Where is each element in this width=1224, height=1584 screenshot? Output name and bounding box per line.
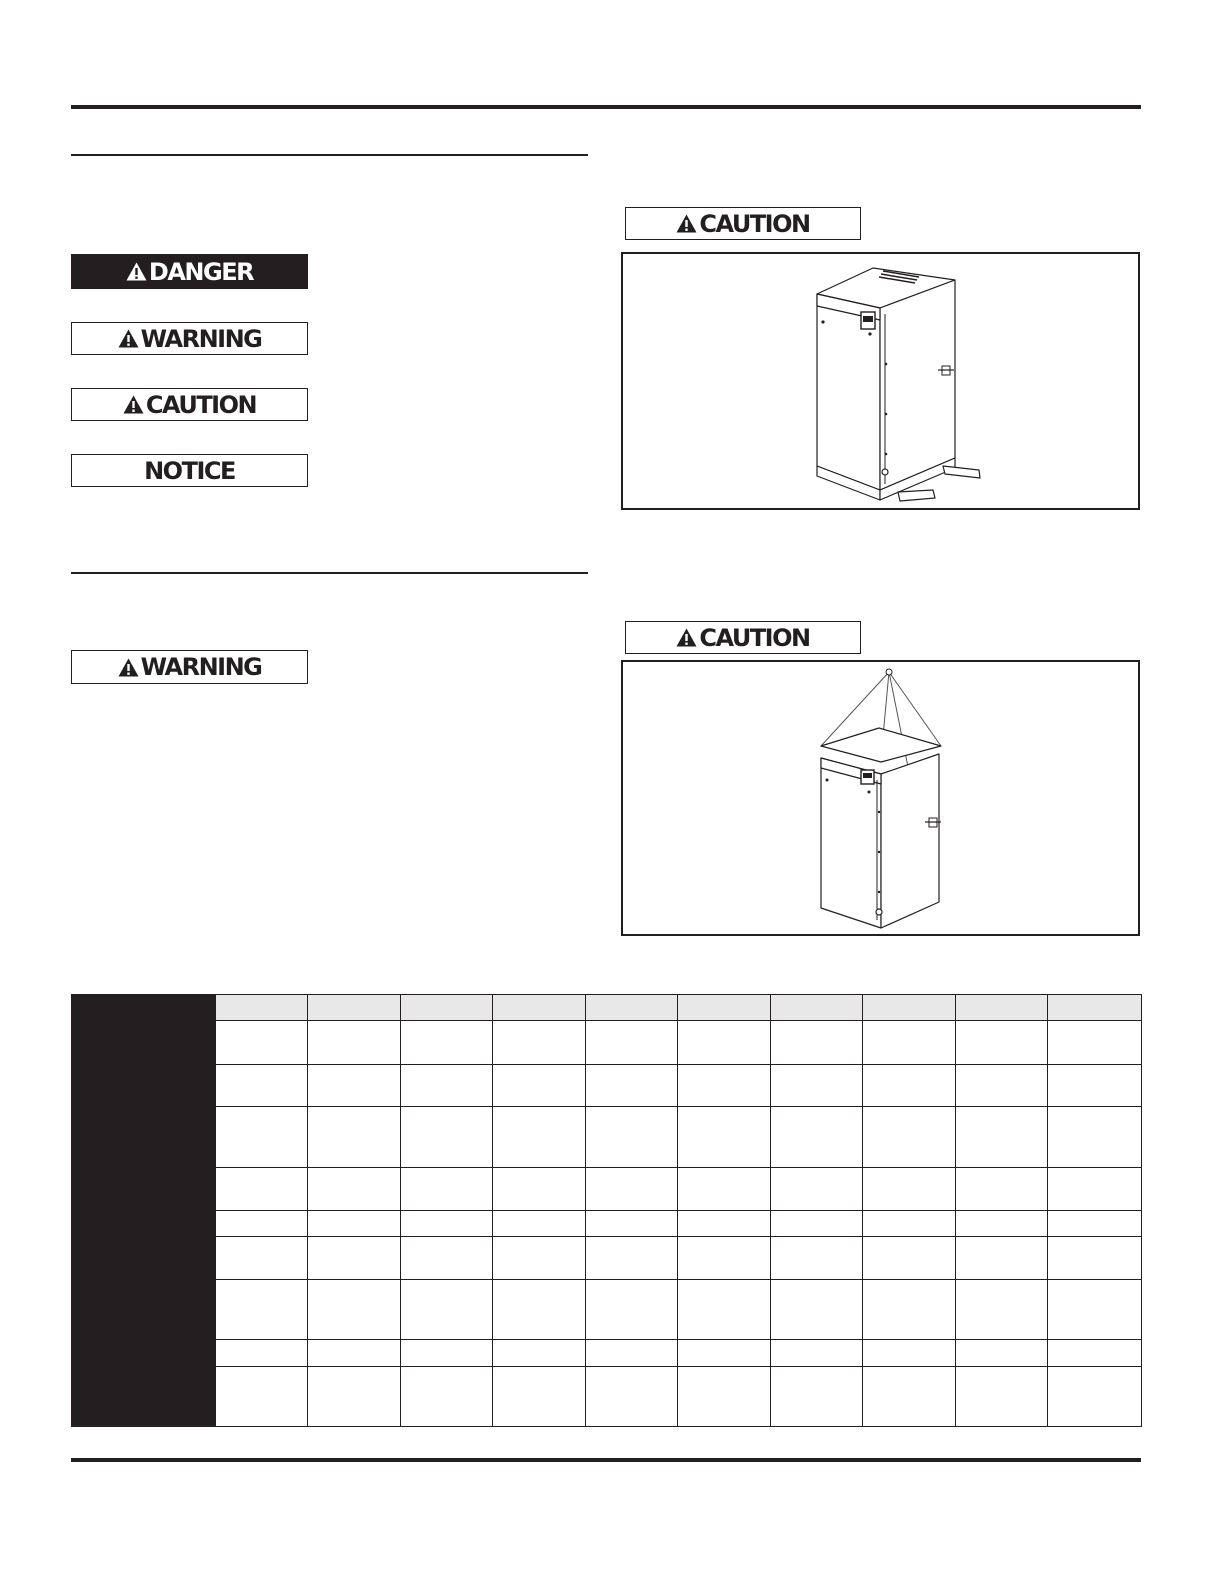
table-cell [493, 1237, 586, 1280]
table-cell [216, 1280, 308, 1340]
table-cell [1048, 1237, 1142, 1280]
table-cell [1048, 1340, 1142, 1367]
warning-triangle-icon [126, 262, 147, 281]
table-cell [493, 1340, 586, 1367]
danger-label: DANGER [148, 257, 254, 286]
table-cell [863, 1340, 956, 1367]
table-cell [401, 1367, 493, 1427]
caution-signal-panel-lifting [625, 621, 861, 654]
table-cell [771, 1107, 863, 1168]
caution-label: CAUTION [699, 623, 810, 652]
table-cell [308, 1107, 401, 1168]
table-cell [1048, 1168, 1142, 1211]
table-cell [863, 1280, 956, 1340]
table-cell [956, 1065, 1048, 1107]
spec-table-side-header [71, 994, 215, 1427]
spec-table [215, 994, 1142, 1427]
table-cell [771, 1280, 863, 1340]
table-cell [586, 1211, 678, 1237]
table-row [216, 1107, 1142, 1168]
table-cell [308, 1065, 401, 1107]
table-cell [216, 995, 308, 1021]
table-cell [771, 1021, 863, 1065]
table-cell [586, 1168, 678, 1211]
table-cell [308, 1280, 401, 1340]
table-cell [401, 1211, 493, 1237]
table-cell [678, 1211, 771, 1237]
table-cell [1048, 1021, 1142, 1065]
table-row [216, 1168, 1142, 1211]
table-cell [956, 1237, 1048, 1280]
table-cell [586, 1340, 678, 1367]
table-row [216, 1280, 1142, 1340]
table-cell [401, 1065, 493, 1107]
table-cell [216, 1168, 308, 1211]
table-cell [1048, 1280, 1142, 1340]
table-cell [863, 1237, 956, 1280]
table-cell [586, 1107, 678, 1168]
boiler-pallet-illustration [623, 254, 1142, 512]
table-cell [401, 1237, 493, 1280]
table-cell [1048, 1065, 1142, 1107]
table-cell [1048, 1367, 1142, 1427]
table-cell [493, 1280, 586, 1340]
table-cell [1048, 995, 1142, 1021]
caution-label: CAUTION [145, 390, 257, 419]
table-cell [308, 1367, 401, 1427]
caution-signal-panel-pallet [625, 207, 861, 240]
table-cell [1048, 1211, 1142, 1237]
warning-triangle-icon [676, 214, 697, 233]
table-cell [308, 1021, 401, 1065]
table-cell [863, 1107, 956, 1168]
caution-label: CAUTION [699, 209, 810, 238]
table-cell [771, 1065, 863, 1107]
table-cell [678, 1021, 771, 1065]
boiler-on-pallet-figure [621, 252, 1140, 510]
table-cell [401, 1340, 493, 1367]
table-cell [401, 1021, 493, 1065]
table-cell [771, 995, 863, 1021]
table-cell [216, 1107, 308, 1168]
table-cell [493, 1021, 586, 1065]
table-cell [863, 1367, 956, 1427]
table-row [216, 1367, 1142, 1427]
boiler-lifting-sling-figure [621, 660, 1140, 936]
table-cell [678, 1340, 771, 1367]
warning-label: WARNING [140, 653, 262, 681]
table-cell [401, 1107, 493, 1168]
table-cell [956, 1367, 1048, 1427]
table-cell [493, 995, 586, 1021]
footer-rule [71, 1458, 1141, 1462]
table-cell [586, 1065, 678, 1107]
table-cell [493, 1107, 586, 1168]
table-cell [956, 1168, 1048, 1211]
table-cell [308, 1237, 401, 1280]
table-row [216, 1211, 1142, 1237]
table-cell [216, 1237, 308, 1280]
table-cell [956, 1340, 1048, 1367]
table-cell [956, 1280, 1048, 1340]
table-row [216, 1021, 1142, 1065]
header-rule [71, 105, 1141, 109]
table-cell [401, 1168, 493, 1211]
table-cell [771, 1211, 863, 1237]
table-cell [678, 1168, 771, 1211]
table-cell [863, 1211, 956, 1237]
table-cell [956, 1107, 1048, 1168]
table-cell [216, 1211, 308, 1237]
table-cell [771, 1340, 863, 1367]
table-cell [401, 1280, 493, 1340]
table-cell [771, 1367, 863, 1427]
notice-label: NOTICE [144, 456, 235, 485]
table-cell [956, 995, 1048, 1021]
table-cell [863, 1168, 956, 1211]
warning-triangle-icon [118, 658, 139, 677]
table-cell [678, 1065, 771, 1107]
boiler-lifting-illustration [623, 662, 1142, 938]
table-cell [863, 1065, 956, 1107]
section-rule-middle [71, 572, 588, 574]
warning-triangle-icon [123, 395, 144, 414]
table-cell [678, 1367, 771, 1427]
table-cell [308, 1211, 401, 1237]
table-cell [216, 1367, 308, 1427]
table-cell [308, 1168, 401, 1211]
notice-signal-panel [71, 454, 308, 487]
table-cell [216, 1065, 308, 1107]
table-cell [586, 1367, 678, 1427]
table-cell [216, 1340, 308, 1367]
warning-triangle-icon [676, 628, 697, 647]
table-row [216, 1065, 1142, 1107]
table-cell [586, 1021, 678, 1065]
section-rule-top [71, 154, 588, 156]
table-cell [956, 1021, 1048, 1065]
table-cell [216, 1021, 308, 1065]
table-cell [308, 1340, 401, 1367]
table-cell [863, 1021, 956, 1065]
table-cell [678, 1107, 771, 1168]
table-cell [956, 1211, 1048, 1237]
table-cell [401, 995, 493, 1021]
caution-signal-panel [71, 388, 308, 421]
table-row [216, 1237, 1142, 1280]
table-cell [678, 995, 771, 1021]
table-row [216, 1340, 1142, 1367]
table-cell [308, 995, 401, 1021]
warning-label: WARNING [140, 324, 262, 353]
table-row [216, 995, 1142, 1021]
warning-signal-panel-handling [71, 650, 308, 684]
table-cell [586, 1280, 678, 1340]
table-cell [493, 1367, 586, 1427]
danger-signal-panel [71, 254, 308, 289]
table-cell [493, 1168, 586, 1211]
table-cell [678, 1237, 771, 1280]
table-cell [493, 1065, 586, 1107]
table-cell [493, 1211, 586, 1237]
warning-triangle-icon [118, 329, 139, 348]
table-cell [771, 1237, 863, 1280]
table-cell [586, 995, 678, 1021]
table-cell [863, 995, 956, 1021]
table-cell [586, 1237, 678, 1280]
table-cell [771, 1168, 863, 1211]
table-cell [1048, 1107, 1142, 1168]
warning-signal-panel [71, 322, 308, 355]
table-cell [678, 1280, 771, 1340]
